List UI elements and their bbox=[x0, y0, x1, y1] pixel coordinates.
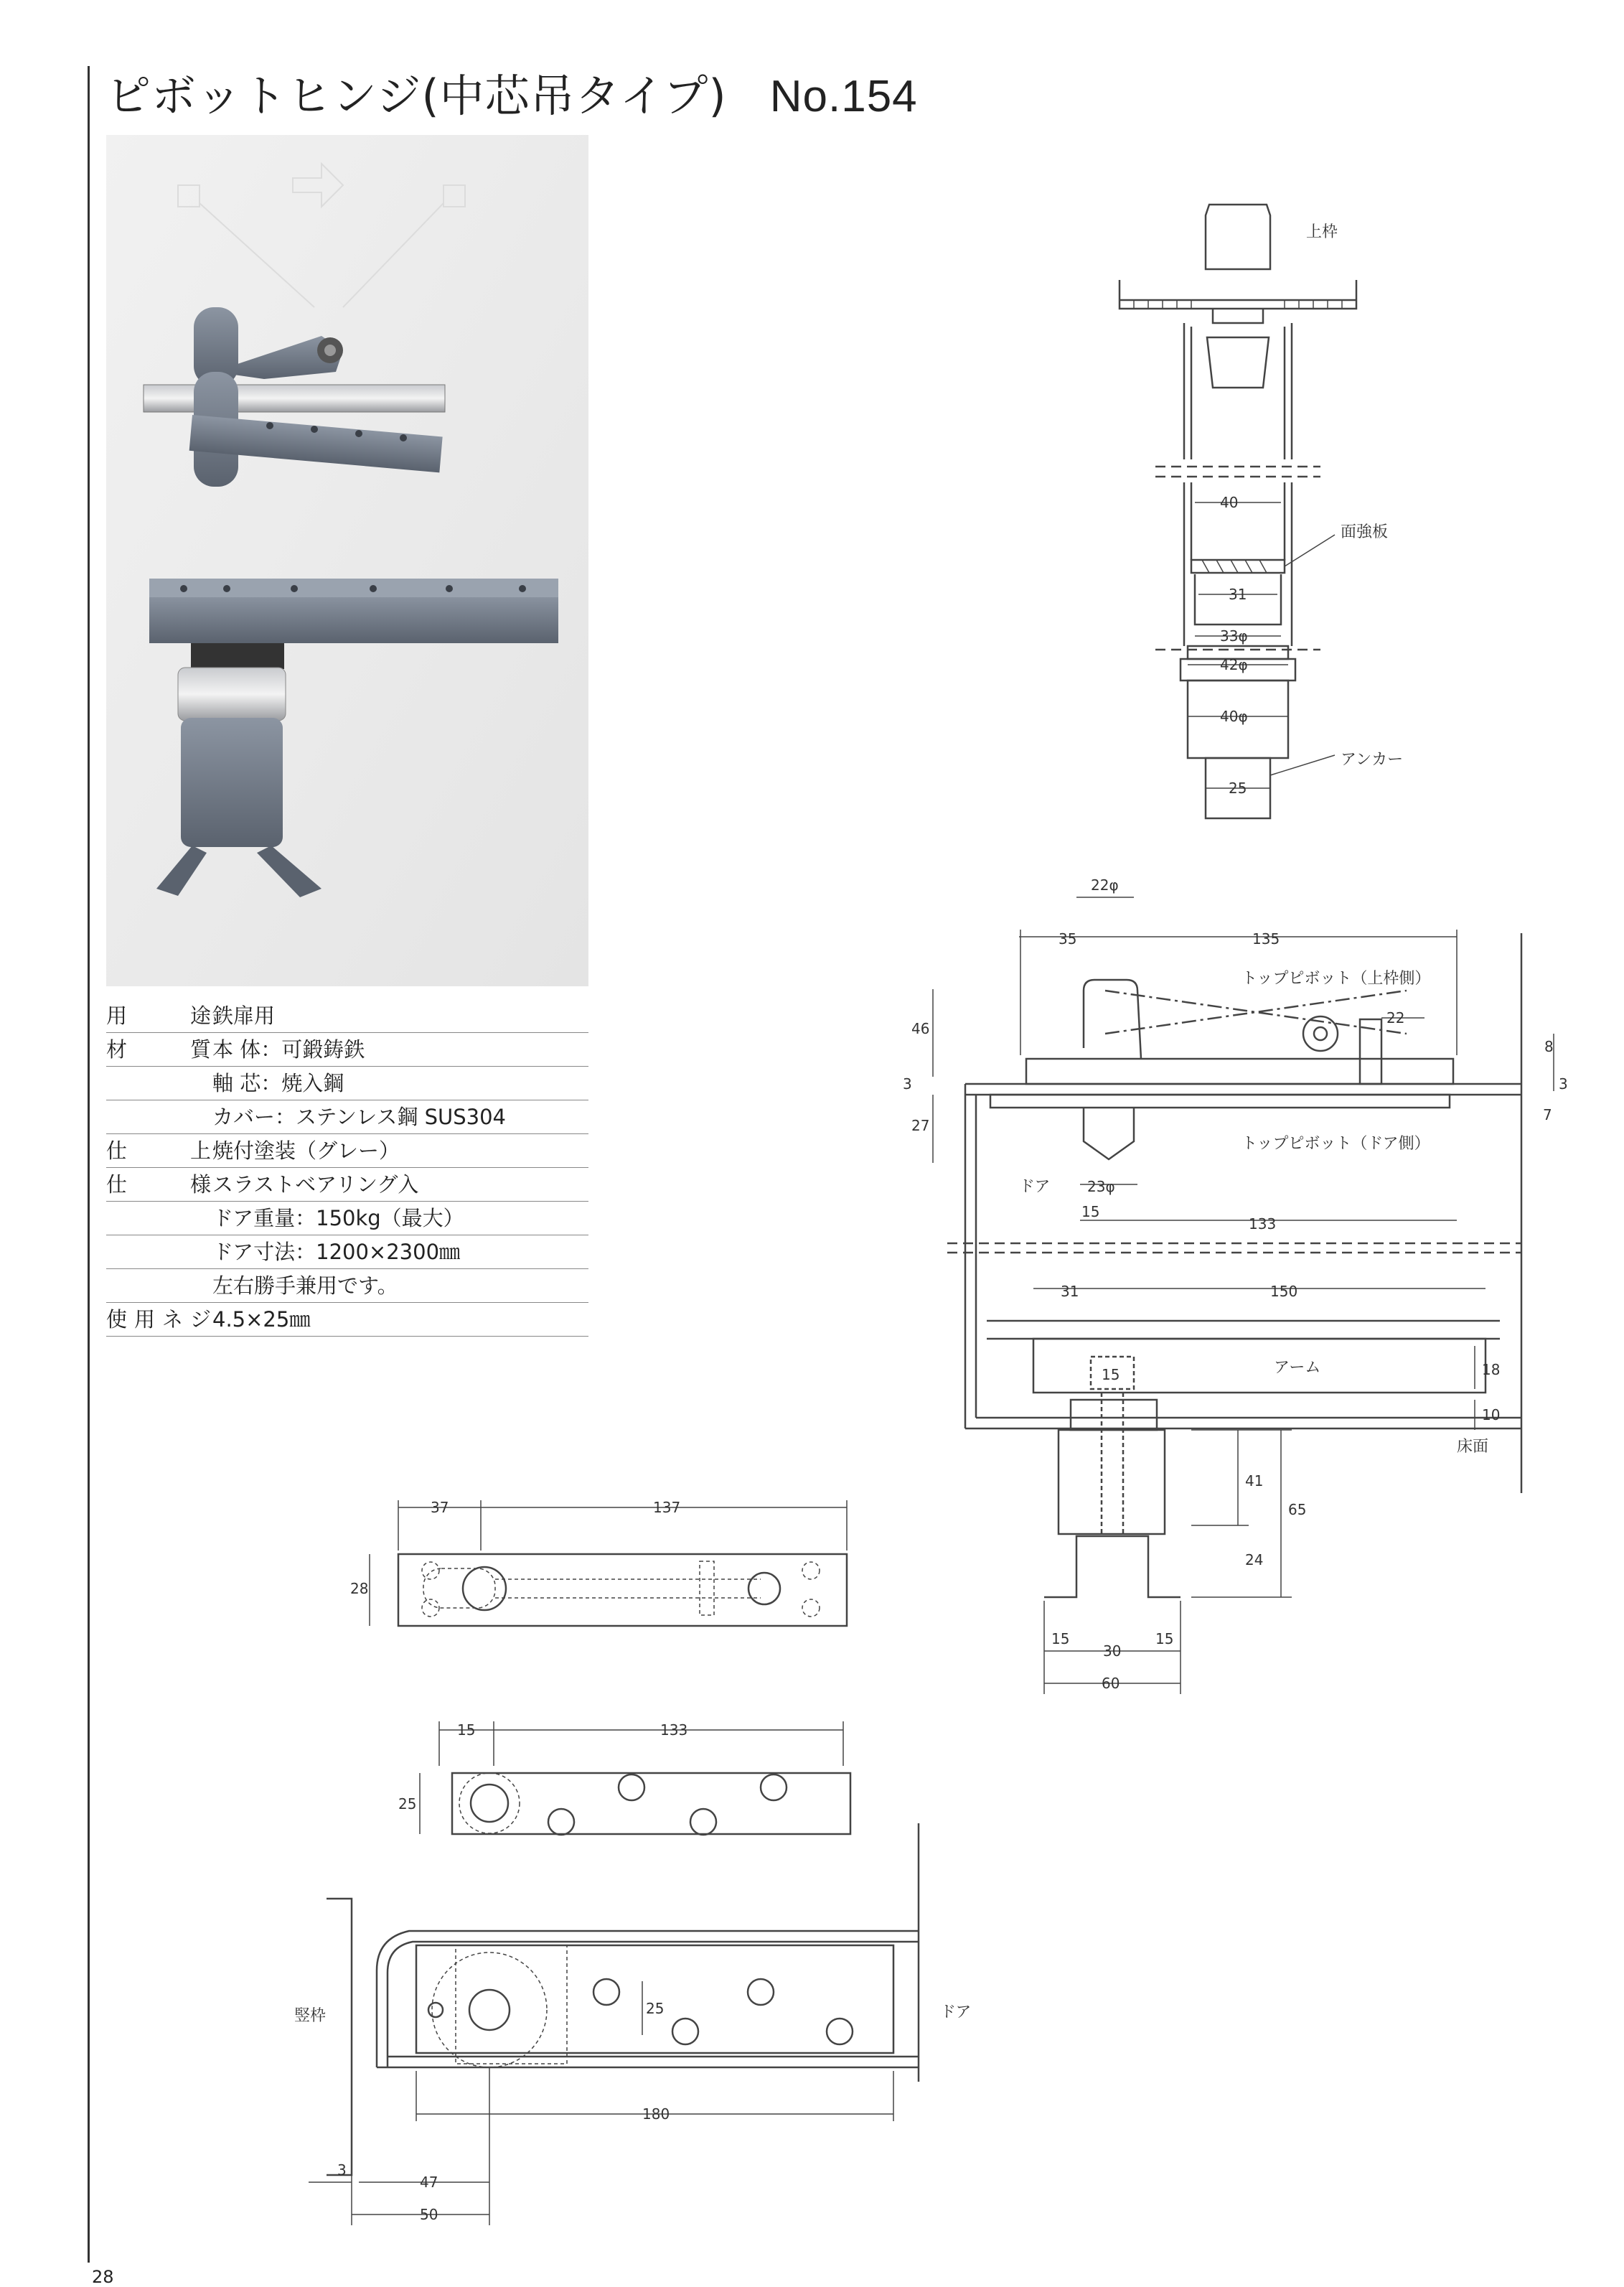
dim-label: 8 bbox=[1544, 1038, 1554, 1055]
dim-label: 150 bbox=[1270, 1283, 1298, 1300]
top-pivot-plan bbox=[398, 1554, 847, 1626]
dim-label: 25 bbox=[1229, 780, 1247, 797]
dim-label: 22φ bbox=[1091, 876, 1119, 894]
dim-label: 47 bbox=[420, 2174, 438, 2191]
spec-value: 軸 芯：焼入鋼 bbox=[212, 1071, 344, 1095]
dim-label: 133 bbox=[660, 1721, 688, 1739]
label-anchor: アンカー bbox=[1341, 751, 1404, 769]
label-face-plate: 面強板 bbox=[1341, 523, 1389, 541]
label-top-pivot-door: トップピボット（ドア側） bbox=[1242, 1135, 1430, 1153]
dim-label: 180 bbox=[642, 2105, 670, 2123]
door-pivot-plan bbox=[452, 1773, 850, 1835]
spec-value: 左右勝手兼用です。 bbox=[212, 1273, 398, 1298]
spec-key: 仕 様 bbox=[106, 1172, 211, 1197]
dim-label: 15 bbox=[1155, 1630, 1174, 1647]
label-door-plan: ドア bbox=[940, 2003, 972, 2021]
dim-label: 41 bbox=[1245, 1472, 1264, 1489]
spec-key: 材 質 bbox=[106, 1037, 211, 1062]
dim-label: 133 bbox=[1249, 1215, 1277, 1233]
spec-value: スラストベアリング入 bbox=[212, 1172, 419, 1197]
spec-value: カバー：ステンレス鋼 SUS304 bbox=[212, 1105, 506, 1129]
spec-key: 仕 上 bbox=[106, 1138, 211, 1163]
dim-label: 25 bbox=[646, 2000, 665, 2017]
dim-label: 15 bbox=[1102, 1366, 1120, 1383]
dim-label: 135 bbox=[1252, 930, 1280, 948]
dim-label: 24 bbox=[1245, 1551, 1264, 1568]
installation-section bbox=[947, 933, 1521, 1597]
dim-label: 7 bbox=[1543, 1106, 1552, 1123]
dim-label: 25 bbox=[398, 1795, 417, 1813]
spec-value: ドア寸法：1200×2300㎜ bbox=[212, 1240, 461, 1264]
dim-label: 10 bbox=[1482, 1406, 1501, 1423]
dim-label: 60 bbox=[1102, 1675, 1120, 1692]
spec-value: 本 体：可鍛鋳鉄 bbox=[212, 1037, 365, 1062]
label-door: ドア bbox=[1019, 1178, 1051, 1196]
dim-label: 50 bbox=[420, 2206, 438, 2223]
model-number: No.154 bbox=[769, 72, 918, 121]
label-jamb: 竪枠 bbox=[294, 2007, 327, 2025]
dim-label: 31 bbox=[1229, 586, 1247, 603]
dim-label: 3 bbox=[903, 1075, 912, 1093]
label-floor: 床面 bbox=[1457, 1438, 1489, 1456]
title-text: ピボットヒンジ(中芯吊タイプ) bbox=[106, 70, 727, 122]
dim-label: 28 bbox=[350, 1580, 369, 1597]
dim-label: 33φ bbox=[1220, 627, 1248, 645]
dim-label: 15 bbox=[457, 1721, 476, 1739]
page-number: 28 bbox=[92, 2267, 114, 2287]
label-upper-frame: 上枠 bbox=[1306, 223, 1338, 241]
dim-label: 3 bbox=[337, 2161, 347, 2179]
spec-value: 4.5×25㎜ bbox=[212, 1307, 311, 1332]
dim-label: 40φ bbox=[1220, 708, 1248, 725]
dim-label: 40 bbox=[1220, 494, 1239, 511]
dim-label: 46 bbox=[911, 1020, 930, 1037]
dim-label: 37 bbox=[431, 1499, 449, 1516]
dim-label: 22 bbox=[1386, 1009, 1405, 1026]
dim-label: 18 bbox=[1482, 1361, 1501, 1378]
dim-label: 23φ bbox=[1087, 1178, 1115, 1195]
spec-value: 鉄扉用 bbox=[212, 1004, 276, 1028]
dim-label: 31 bbox=[1061, 1283, 1079, 1300]
spec-value: 焼付塗装（グレー） bbox=[212, 1138, 400, 1163]
spec-key: 使用ネジ bbox=[106, 1307, 211, 1332]
label-arm: アーム bbox=[1274, 1359, 1321, 1377]
dim-label: 137 bbox=[653, 1499, 681, 1516]
spec-key: 用 途 bbox=[106, 1004, 211, 1028]
section-view-vertical bbox=[1120, 205, 1356, 818]
spec-value: ドア重量：150kg（最大） bbox=[212, 1206, 464, 1230]
dim-label: 42φ bbox=[1220, 656, 1248, 673]
dim-label: 35 bbox=[1059, 930, 1077, 948]
dim-label: 27 bbox=[911, 1117, 930, 1134]
dim-label: 15 bbox=[1081, 1203, 1100, 1220]
dim-label: 3 bbox=[1559, 1075, 1568, 1093]
installation-plan bbox=[327, 1823, 919, 2175]
dim-label: 15 bbox=[1051, 1630, 1070, 1647]
label-top-pivot-frame: トップピボット（上枠側） bbox=[1242, 970, 1431, 988]
dim-label: 30 bbox=[1103, 1642, 1122, 1660]
dim-label: 65 bbox=[1288, 1501, 1307, 1518]
